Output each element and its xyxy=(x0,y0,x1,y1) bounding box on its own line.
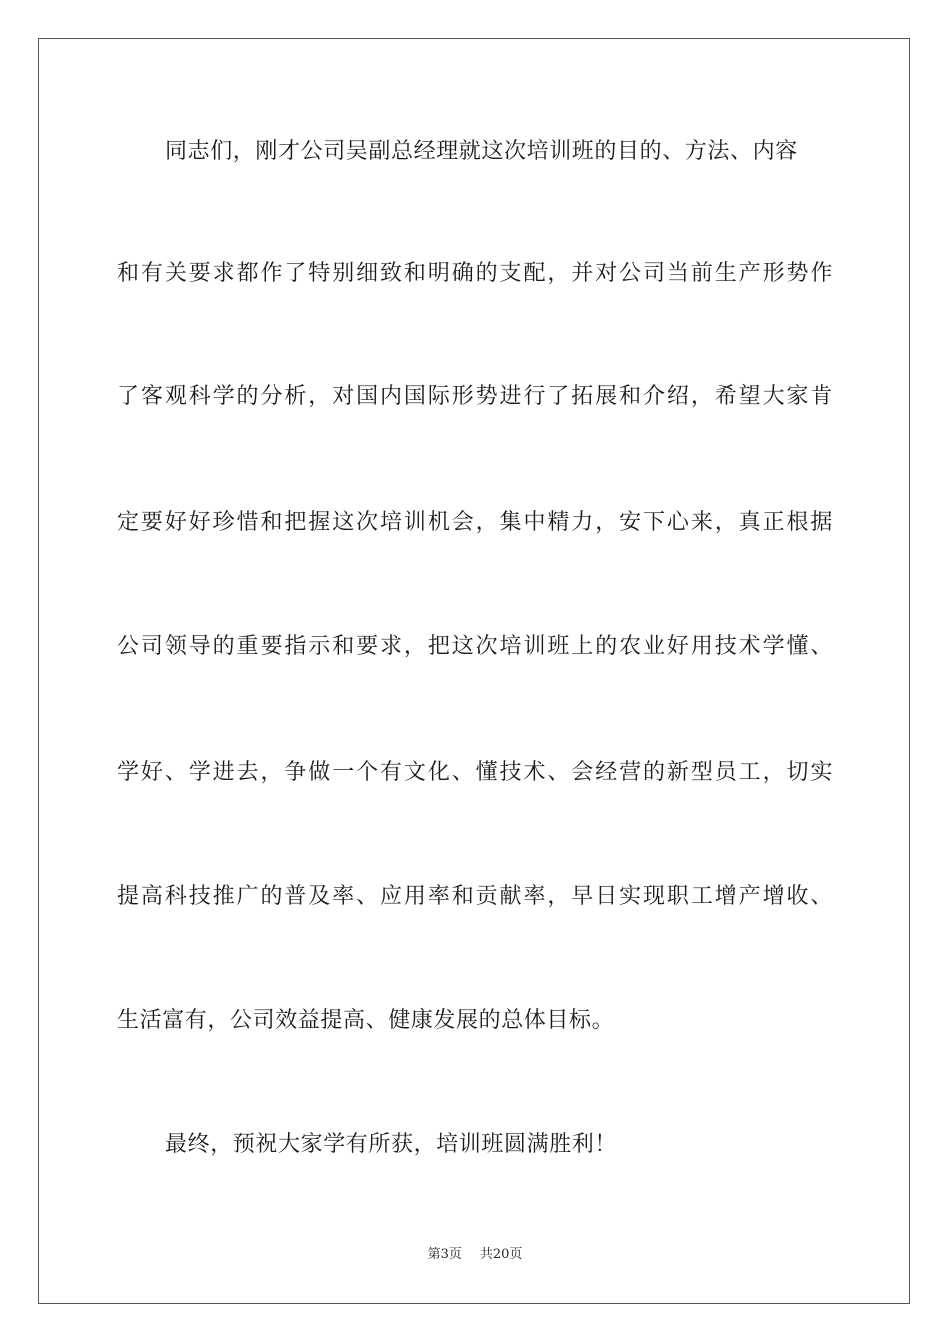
paragraph-1-line-4: 定要好好珍惜和把握这次培训机会，集中精力，安下心来，真正根据 xyxy=(117,510,833,535)
page-border xyxy=(38,38,910,1304)
page-total: 共20页 xyxy=(479,1247,523,1262)
paragraph-1-line-5: 公司领导的重要指示和要求，把这次培训班上的农业好用技术学懂、 xyxy=(117,634,833,659)
paragraph-1-line-8: 生活富有，公司效益提高、健康发展的总体目标。 xyxy=(117,1008,615,1033)
page-number: 第3页 xyxy=(427,1247,462,1262)
paragraph-1-line-2: 和有关要求都作了特别细致和明确的支配，并对公司当前生产形势作 xyxy=(117,261,833,286)
paragraph-1-line-7: 提高科技推广的普及率、应用率和贡献率，早日实现职工增产增收、 xyxy=(117,884,833,909)
paragraph-1-line-1: 同志们，刚才公司吴副总经理就这次培训班的目的、方法、内容 xyxy=(165,139,798,164)
page-footer xyxy=(0,1245,950,1265)
paragraph-2: 最终，预祝大家学有所获，培训班圆满胜利！ xyxy=(165,1132,618,1157)
paragraph-1-line-6: 学好、学进去，争做一个有文化、懂技术、会经营的新型员工，切实 xyxy=(117,760,833,785)
paragraph-1-line-3: 了客观科学的分析，对国内国际形势进行了拓展和介绍，希望大家肯 xyxy=(117,384,833,409)
